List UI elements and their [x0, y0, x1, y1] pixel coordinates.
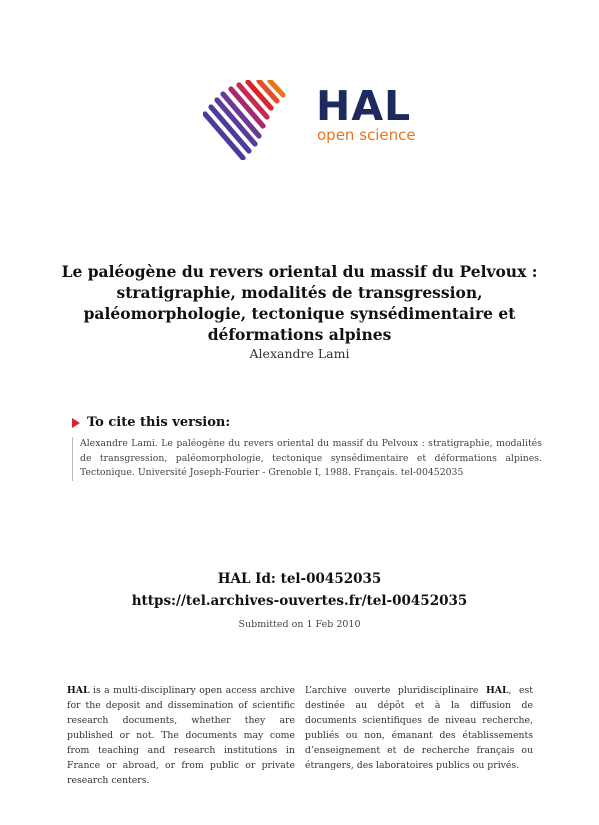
hal-url-link[interactable]: https://tel.archives-ouvertes.fr/tel-00452035 [131, 593, 468, 609]
triangle-bullet-icon [72, 418, 80, 428]
disclaimer-fr-bold: HAL [485, 685, 509, 696]
citation-text: Alexandre Lami. Le paléogène du revers oriental du massif du Pelvoux : stratigraphie, modalités de transgression, paléomorphologie, tectonique synsédimentaire et déformations alpines. Tectonique. Université Joseph-Fourier - Grenoble I, 1988. Français. tel-00452035 [72, 437, 542, 481]
hal-logo-subtitle: open science [317, 126, 416, 144]
disclaimer-en-text: is a multi-disciplinary open access archive for the deposit and dissemination of scientific research documents, whether they are published or not. The documents may come from teaching and research institutions in France or abroad, or from public or private research centers. [67, 685, 295, 786]
submission-date: Submitted on 1 Feb 2010 [238, 619, 361, 630]
hal-id: HAL Id: tel-00452035 [217, 571, 382, 587]
disclaimer-fr-text: , est destinée au dépôt et à la diffusion de documents scientifiques de niveau recherche, publiés ou non, émanant des établissements d’enseignement et de recherche français ou étrangers, des laboratoires publics ou privés. [305, 685, 534, 771]
hal-logo-wordmark: HAL [316, 82, 412, 130]
disclaimer-english [67, 683, 295, 788]
disclaimer-french [305, 683, 533, 773]
disclaimer-fr-lead: L’archive ouverte pluridisciplinaire [305, 685, 486, 696]
disclaimer-en-lead: HAL [67, 685, 90, 696]
hal-logo-mark-icon [203, 80, 303, 160]
document-author: Alexandre Lami [249, 346, 350, 361]
cite-heading [72, 415, 230, 430]
document-title: Le paléogène du revers oriental du massif du Pelvoux : stratigraphie, modalités de transgression, paléomorphologie, tectonique synsédimentaire et déformations alpines [61, 262, 538, 344]
cite-heading-label: To cite this version: [87, 415, 231, 430]
